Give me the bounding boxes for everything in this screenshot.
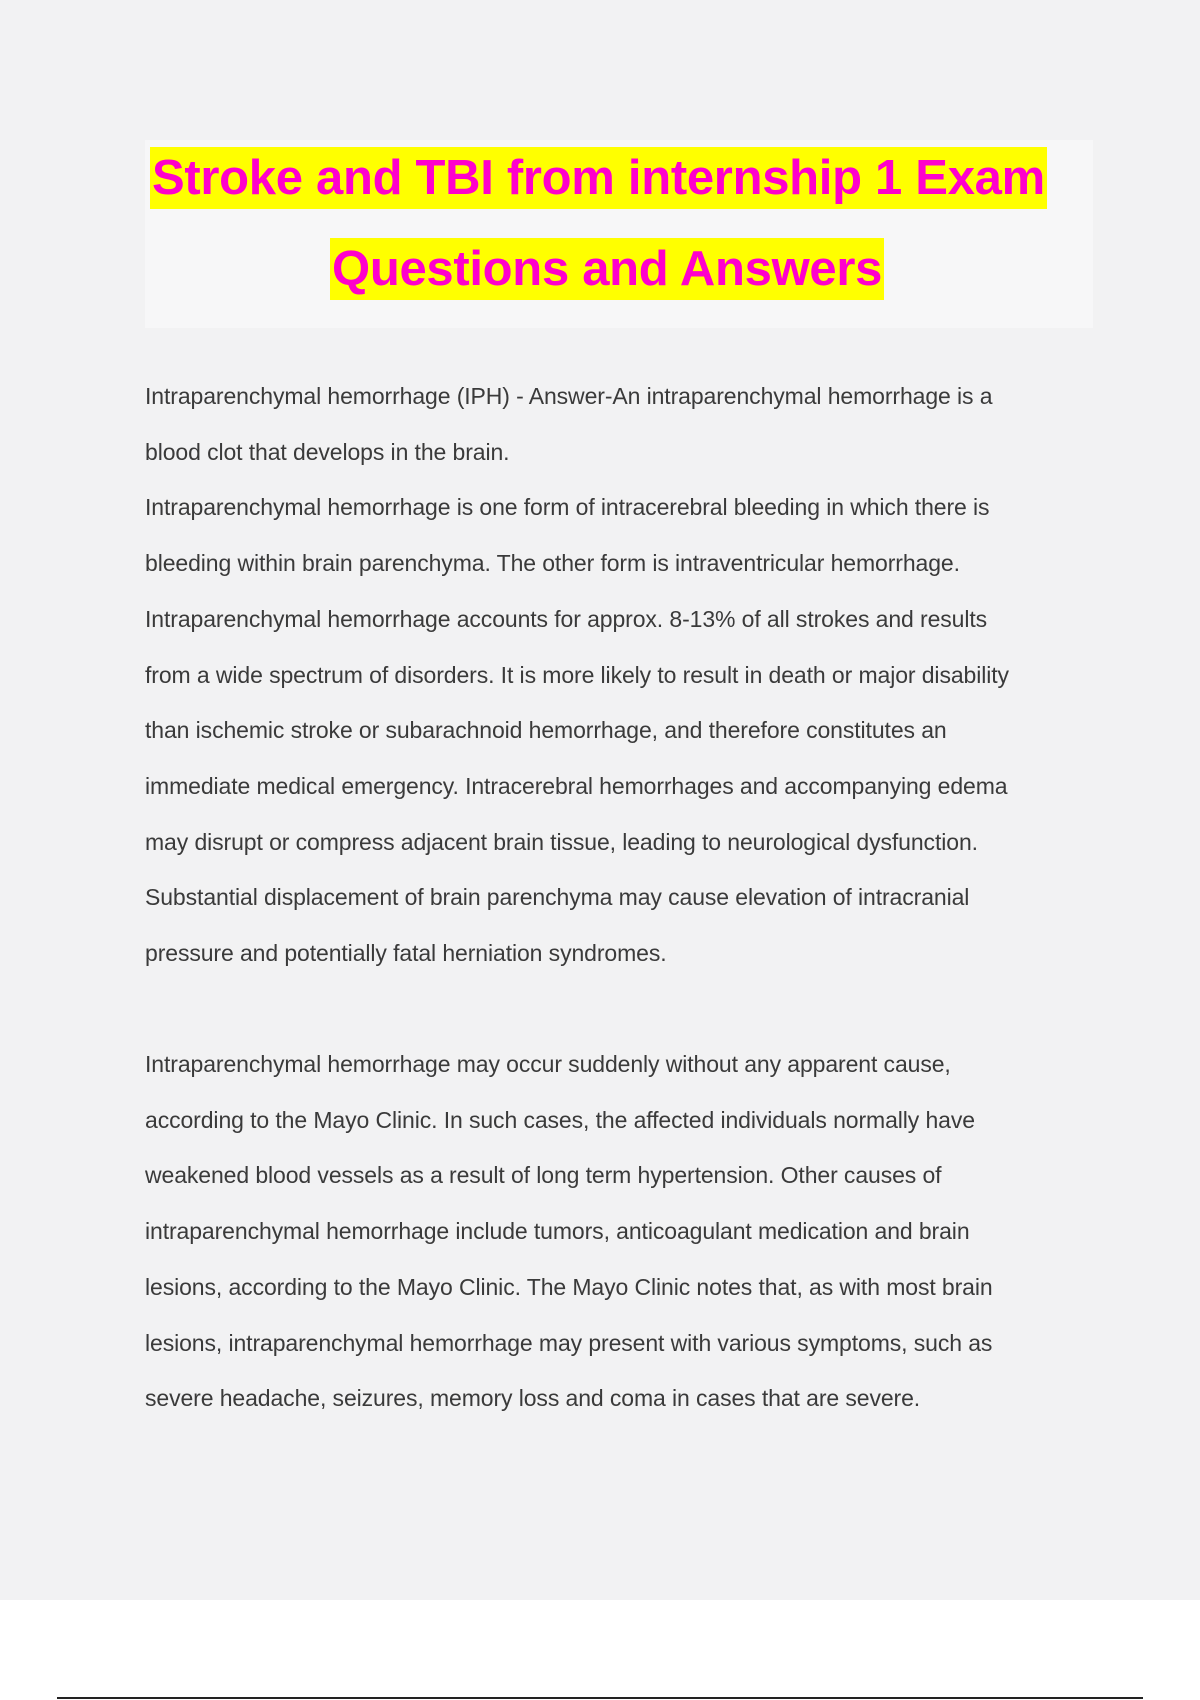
page-title-line-2: Questions and Answers xyxy=(330,238,884,300)
paragraph-line: blood clot that develops in the brain. xyxy=(145,438,510,465)
paragraph-1 xyxy=(145,369,1075,982)
paragraph-line: bleeding within brain parenchyma. The other form is intraventricular hemorrhage. xyxy=(145,550,960,577)
paragraph-line: than ischemic stroke or subarachnoid hemorrhage, and therefore constitutes an xyxy=(145,717,947,744)
paragraph-line: Substantial displacement of brain parenchyma may cause elevation of intracranial xyxy=(145,884,970,911)
paragraph-line: may disrupt or compress adjacent brain tissue, leading to neurological dysfunction. xyxy=(145,828,978,855)
paragraph-line: intraparenchymal hemorrhage include tumors, anticoagulant medication and brain xyxy=(145,1218,970,1245)
paragraph-line: immediate medical emergency. Intracerebral hemorrhages and accompanying edema xyxy=(145,772,1008,799)
page-footer xyxy=(0,1600,1200,1700)
paragraph-line: according to the Mayo Clinic. In such cases, the affected individuals normally have xyxy=(145,1106,975,1133)
paragraph-line: lesions, intraparenchymal hemorrhage may present with various symptoms, such as xyxy=(145,1329,993,1356)
paragraph-line: Intraparenchymal hemorrhage accounts for approx. 8-13% of all strokes and results xyxy=(145,605,988,632)
paragraph-line: from a wide spectrum of disorders. It is more likely to result in death or major disability xyxy=(145,661,1009,688)
paragraph-line: pressure and potentially fatal herniation syndromes. xyxy=(145,940,667,967)
paragraph-line: lesions, according to the Mayo Clinic. The Mayo Clinic notes that, as with most brain xyxy=(145,1273,993,1300)
page-title-line-1: Stroke and TBI from internship 1 Exam xyxy=(150,147,1047,209)
paragraph-2 xyxy=(145,1037,1075,1427)
title-block xyxy=(145,140,1093,328)
paragraph-line: Intraparenchymal hemorrhage is one form of intracerebral bleeding in which there is xyxy=(145,494,990,521)
paragraph-line: Intraparenchymal hemorrhage (IPH) - Answer-An intraparenchymal hemorrhage is a xyxy=(145,383,993,409)
paragraph-line: weakened blood vessels as a result of long term hypertension. Other causes of xyxy=(145,1162,942,1189)
footer-divider xyxy=(57,1697,1143,1699)
paragraph-line: Intraparenchymal hemorrhage may occur suddenly without any apparent cause, xyxy=(145,1051,951,1077)
paragraph-line: severe headache, seizures, memory loss and coma in cases that are severe. xyxy=(145,1385,921,1412)
